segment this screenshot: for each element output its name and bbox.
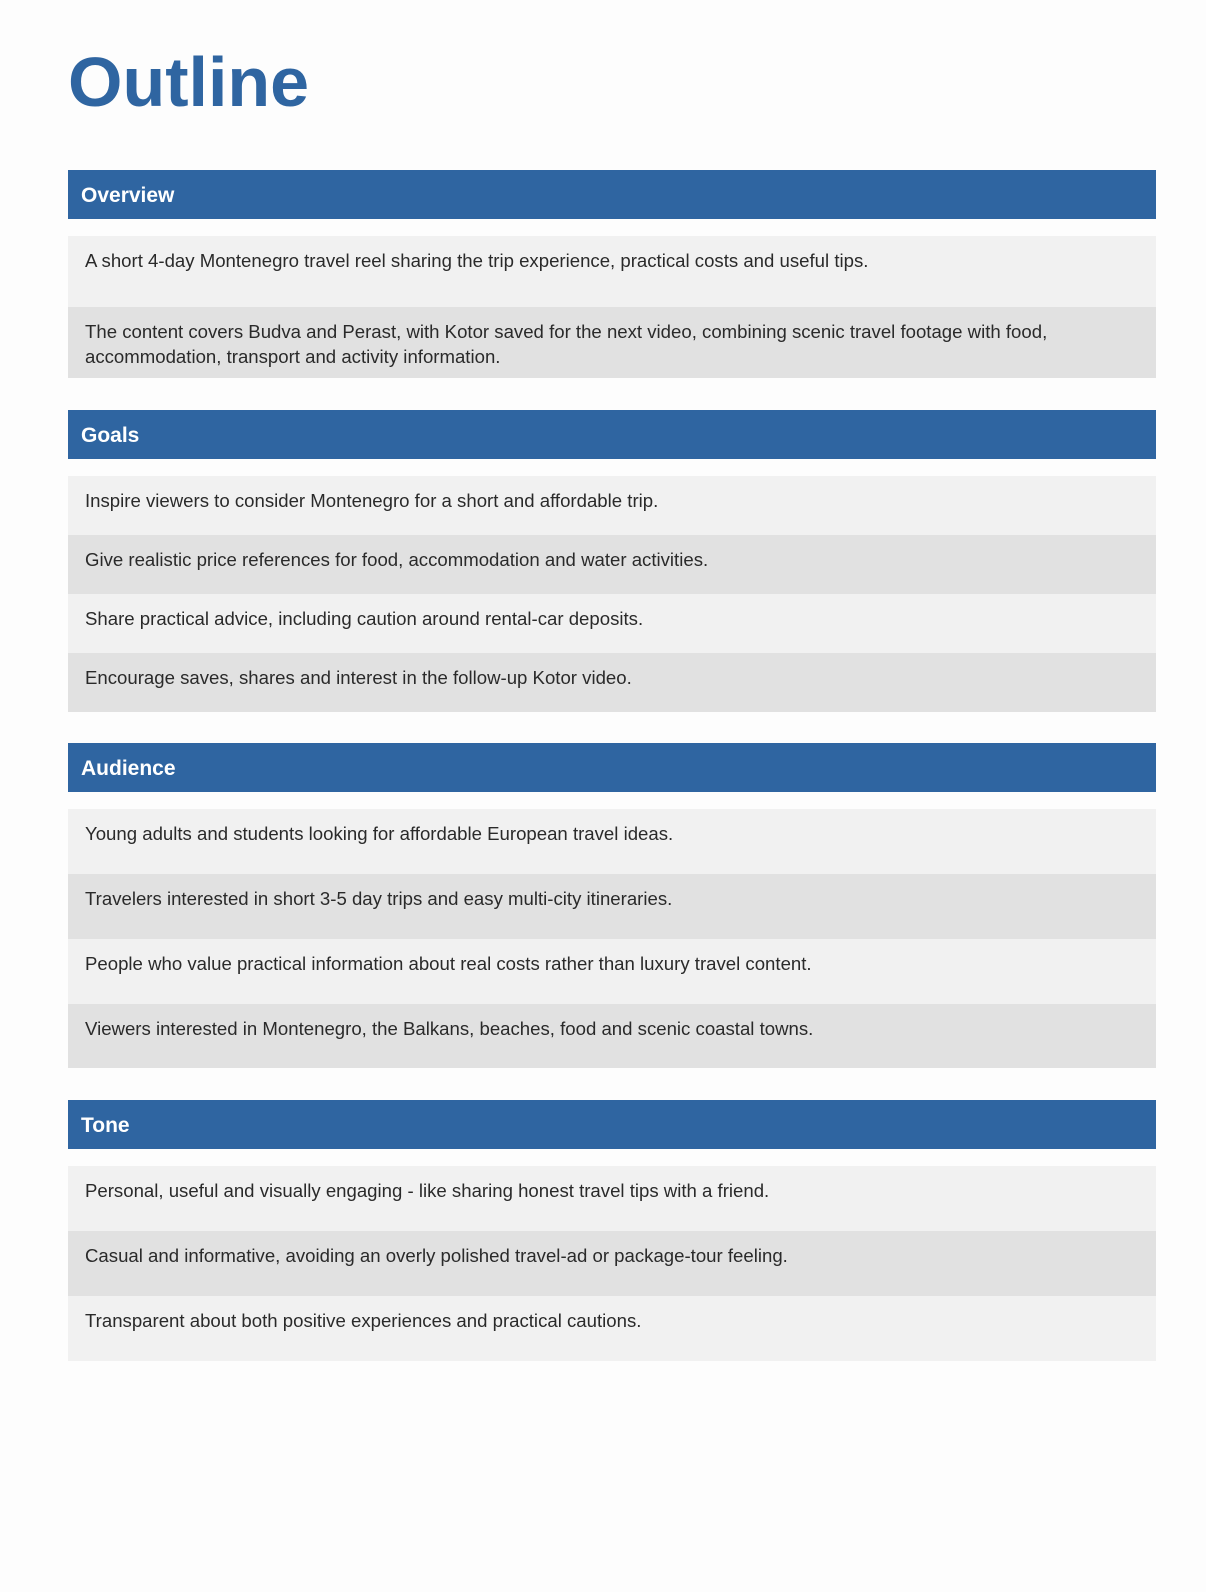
list-item: Encourage saves, shares and interest in the follow-up Kotor video. xyxy=(68,653,1156,712)
list-item: Transparent about both positive experiences and practical cautions. xyxy=(68,1296,1156,1361)
list-item: Give realistic price references for food, accommodation and water activities. xyxy=(68,535,1156,594)
list-item: Inspire viewers to consider Montenegro for a short and affordable trip. xyxy=(68,476,1156,535)
list-item: Casual and informative, avoiding an overly polished travel-ad or package-tour feeling. xyxy=(68,1231,1156,1296)
list-item: The content covers Budva and Perast, with Kotor saved for the next video, combining scenic travel footage with food, accommodation, transport and activity information. xyxy=(68,307,1156,378)
section-overview xyxy=(68,170,1156,378)
overview-list xyxy=(68,236,1156,378)
section-tone xyxy=(68,1100,1156,1361)
list-item: Personal, useful and visually engaging - like sharing honest travel tips with a friend. xyxy=(68,1166,1156,1231)
list-item: Travelers interested in short 3-5 day trips and easy multi-city itineraries. xyxy=(68,874,1156,939)
list-item: Viewers interested in Montenegro, the Balkans, beaches, food and scenic coastal towns. xyxy=(68,1004,1156,1068)
page-title: Outline xyxy=(68,43,310,121)
goals-list xyxy=(68,476,1156,712)
list-item: Share practical advice, including caution around rental-car deposits. xyxy=(68,594,1156,653)
section-audience xyxy=(68,743,1156,1068)
audience-list xyxy=(68,809,1156,1068)
section-heading-audience: Audience xyxy=(68,743,1156,792)
section-heading-overview: Overview xyxy=(68,170,1156,219)
list-item: A short 4-day Montenegro travel reel sharing the trip experience, practical costs and useful tips. xyxy=(68,236,1156,307)
tone-list xyxy=(68,1166,1156,1361)
section-heading-tone: Tone xyxy=(68,1100,1156,1149)
list-item: People who value practical information about real costs rather than luxury travel content. xyxy=(68,939,1156,1004)
section-heading-goals: Goals xyxy=(68,410,1156,459)
section-goals xyxy=(68,410,1156,712)
list-item: Young adults and students looking for affordable European travel ideas. xyxy=(68,809,1156,874)
